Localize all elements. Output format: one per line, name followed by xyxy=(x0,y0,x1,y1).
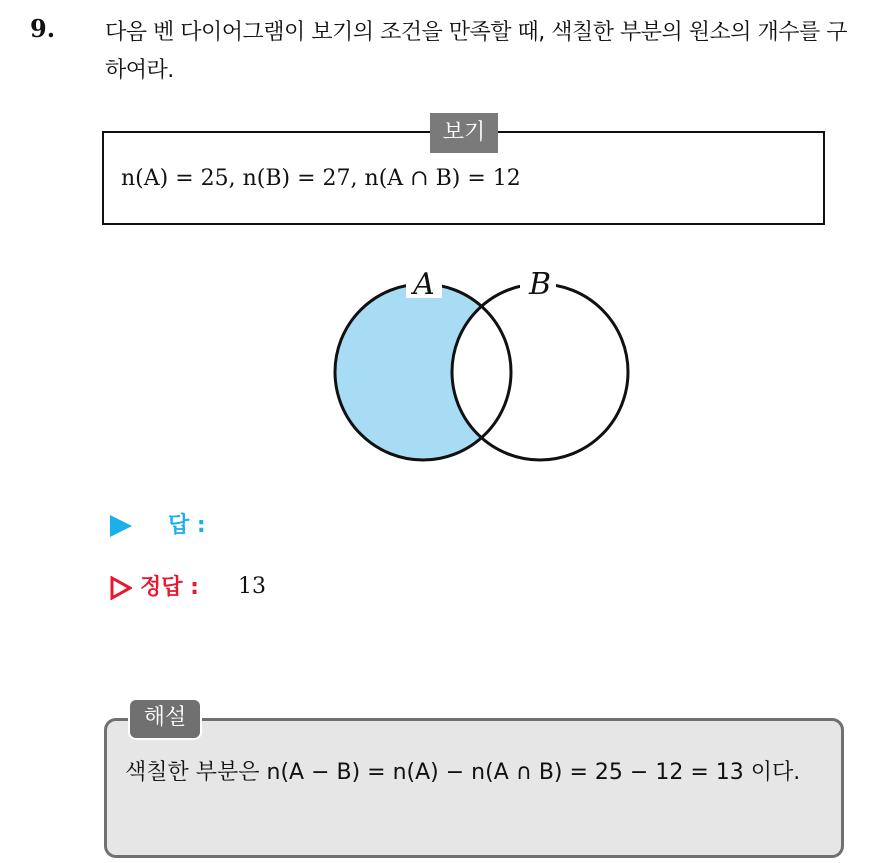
answer-label-text: 답 : xyxy=(168,513,206,538)
solution-arrow-icon xyxy=(110,576,132,600)
answer-arrow-icon xyxy=(110,515,132,537)
explanation-text: 색칠한 부분은 n(A − B) = n(A) − n(A ∩ B) = 25 − 12 = 13 이다. xyxy=(125,760,801,785)
bogi-tag: 보기 xyxy=(430,113,498,153)
question-number: 9. xyxy=(30,14,56,43)
solution-label-text: 정답 : xyxy=(140,575,199,600)
solution-value: 13 xyxy=(238,574,266,599)
venn-label-b: B xyxy=(528,267,552,302)
venn-diagram xyxy=(330,262,640,472)
question-text: 다음 벤 다이어그램이 보기의 조건을 만족할 때, 색칠한 부분의 원소의 개수를 구하여라. xyxy=(105,20,847,83)
explanation-tag: 해설 xyxy=(128,698,202,740)
bogi-condition: n(A) = 25, n(B) = 27, n(A ∩ B) = 12 xyxy=(121,166,521,191)
solution-label xyxy=(110,570,199,601)
venn-label-a: A xyxy=(413,267,435,302)
answer-label xyxy=(110,508,206,539)
